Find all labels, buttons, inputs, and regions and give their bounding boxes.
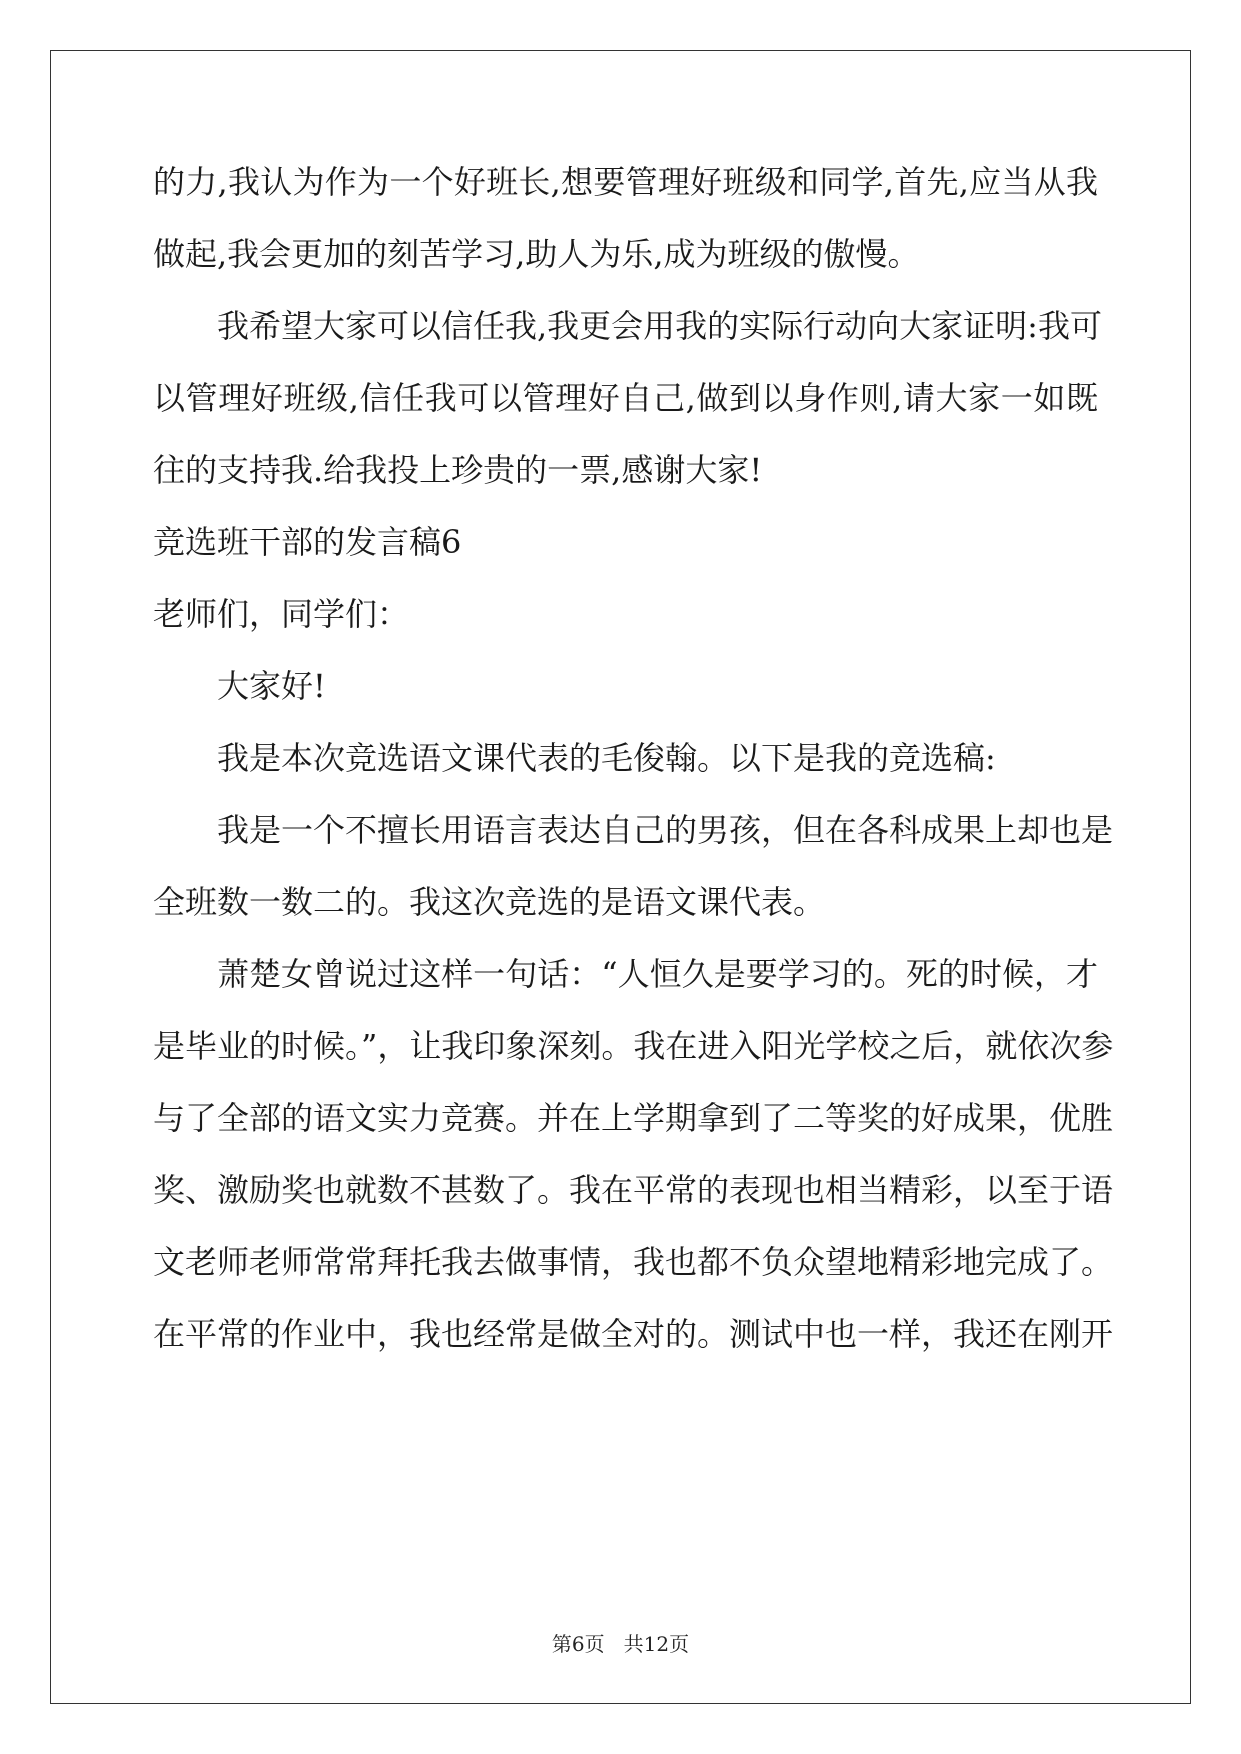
text-line: 做起,我会更加的刻苦学习,助人为乐,成为班级的傲慢。 — [153, 235, 920, 273]
text-line: 在平常的作业中，我也经常是做全对的。测试中也一样，我还在刚开 — [153, 1315, 1114, 1353]
text-line: 以管理好班级,信任我可以管理好自己,做到以身作则,请大家一如既 — [153, 379, 1098, 417]
text-line: 我是本次竞选语文课代表的毛俊翰。以下是我的竞选稿: — [217, 739, 996, 777]
section-heading: 竞选班干部的发言稿6 — [153, 523, 462, 561]
text-line: 是毕业的时候。”，让我印象深刻。我在进入阳光学校之后，就依次参 — [153, 1027, 1114, 1065]
text-line: 我是一个不擅长用语言表达自己的男孩，但在各科成果上却也是 — [217, 811, 1114, 849]
text-line: 往的支持我.给我投上珍贵的一票,感谢大家! — [153, 451, 763, 489]
text-line: 奖、激励奖也就数不甚数了。我在平常的表现也相当精彩，以至于语 — [153, 1171, 1114, 1209]
text-line: 的力,我认为作为一个好班长,想要管理好班级和同学,首先,应当从我 — [153, 163, 1098, 201]
page-border — [50, 50, 1191, 1704]
text-line: 与了全部的语文实力竞赛。并在上学期拿到了二等奖的好成果，优胜 — [153, 1099, 1114, 1137]
text-line: 文老师老师常常拜托我去做事情，我也都不负众望地精彩地完成了。 — [153, 1243, 1114, 1281]
text-line: 萧楚女曾说过这样一句话：“人恒久是要学习的。死的时候，才 — [217, 955, 1098, 993]
page-number-footer: 第6页 共12页 — [551, 1632, 690, 1656]
salutation: 老师们，同学们： — [153, 595, 410, 633]
text-line: 全班数一数二的。我这次竞选的是语文课代表。 — [153, 883, 826, 921]
text-line: 我希望大家可以信任我,我更会用我的实际行动向大家证明:我可 — [217, 307, 1102, 345]
greeting: 大家好! — [217, 667, 326, 705]
